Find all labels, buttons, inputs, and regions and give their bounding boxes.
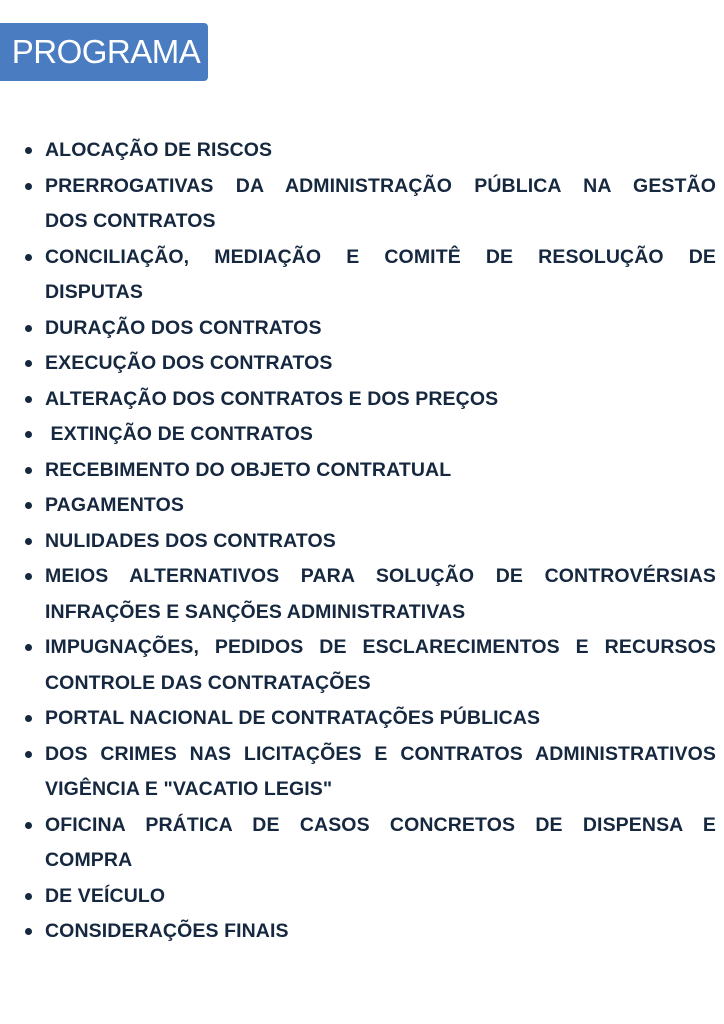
topic-text: PAGAMENTOS — [45, 494, 184, 516]
topic-text: VIGÊNCIA E "VACATIO LEGIS" — [45, 778, 333, 800]
list-item — [0, 630, 724, 701]
list-item — [0, 417, 724, 453]
program-heading-banner — [0, 23, 208, 81]
bullet-icon — [25, 431, 32, 438]
list-item — [0, 453, 724, 489]
topic-text: ALOCAÇÃO DE RISCOS — [45, 139, 273, 161]
topic-text: CONCILIAÇÃO, MEDIAÇÃO E COMITÊ DE RESOLUÇÃO DE — [45, 245, 716, 268]
bullet-icon — [25, 467, 32, 474]
bullet-icon — [25, 928, 32, 935]
list-item — [0, 808, 724, 879]
topic-text: IMPUGNAÇÕES, PEDIDOS DE ESCLARECIMENTOS E RECURSOS — [45, 636, 716, 658]
topic-text: DOS CONTRATOS — [45, 210, 216, 232]
bullet-icon — [25, 502, 32, 509]
topic-text: INFRAÇÕES E SANÇÕES ADMINISTRATIVAS — [45, 600, 466, 623]
bullet-icon — [25, 573, 32, 580]
topic-list — [0, 133, 724, 950]
topic-text: NULIDADES DOS CONTRATOS — [45, 529, 336, 552]
topic-text: DURAÇÃO DOS CONTRATOS — [45, 316, 322, 339]
list-item — [0, 914, 724, 950]
list-item — [0, 169, 724, 240]
topic-text: RECEBIMENTO DO OBJETO CONTRATUAL — [45, 458, 452, 481]
bullet-icon — [25, 325, 32, 332]
list-item — [0, 382, 724, 418]
bullet-icon — [25, 254, 32, 261]
bullet-icon — [25, 751, 32, 758]
list-item — [0, 240, 724, 311]
bullet-icon — [25, 360, 32, 367]
bullet-icon — [25, 715, 32, 722]
list-item — [0, 701, 724, 737]
list-item — [0, 879, 724, 915]
list-item — [0, 559, 724, 630]
bullet-icon — [25, 396, 32, 403]
bullet-icon — [25, 538, 32, 545]
topic-text: EXTINÇÃO DE CONTRATOS — [45, 423, 313, 445]
list-item — [0, 346, 724, 382]
list-item — [0, 737, 724, 808]
bullet-icon — [25, 183, 32, 190]
bullet-icon — [25, 644, 32, 651]
bullet-icon — [25, 893, 32, 900]
topic-text: DOS CRIMES NAS LICITAÇÕES E CONTRATOS ADMINISTRATIVOS — [45, 742, 716, 765]
topic-text: COMPRA — [45, 849, 133, 871]
topic-text: DISPUTAS — [45, 281, 143, 303]
topic-text: DE VEÍCULO — [45, 884, 166, 907]
topic-text: MEIOS ALTERNATIVOS PARA SOLUÇÃO DE CONTROVÉRSIAS — [45, 565, 716, 587]
topic-text: CONTROLE DAS CONTRATAÇÕES — [45, 671, 371, 694]
list-item — [0, 524, 724, 560]
topic-text: ALTERAÇÃO DOS CONTRATOS E DOS PREÇOS — [45, 387, 499, 410]
topic-text: OFICINA PRÁTICA DE CASOS CONCRETOS DE DISPENSA E — [45, 813, 716, 836]
list-item — [0, 133, 724, 169]
topic-text: PRERROGATIVAS DA ADMINISTRAÇÃO PÚBLICA NA GESTÃO — [45, 174, 716, 197]
list-item — [0, 488, 724, 524]
topic-text: PORTAL NACIONAL DE CONTRATAÇÕES PÚBLICAS — [45, 707, 541, 729]
bullet-icon — [25, 822, 32, 829]
topic-text: EXECUÇÃO DOS CONTRATOS — [45, 352, 333, 374]
bullet-icon — [25, 147, 32, 154]
topic-text: CONSIDERAÇÕES FINAIS — [45, 920, 289, 942]
list-item — [0, 311, 724, 347]
program-title: PROGRAMA — [11, 33, 201, 70]
